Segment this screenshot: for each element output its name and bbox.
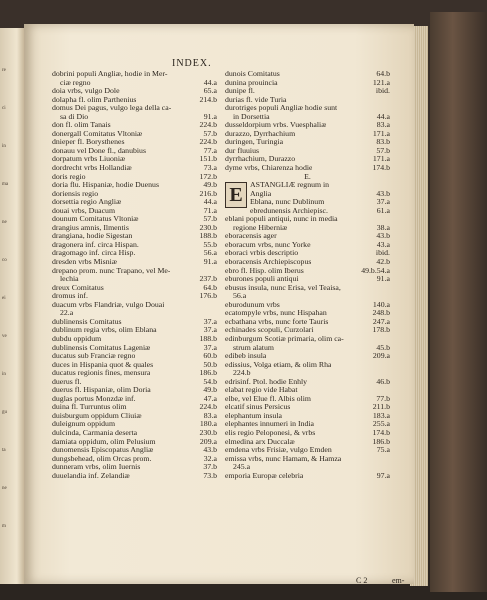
- index-page-ref: 186.b: [372, 436, 390, 446]
- index-entry: [52, 412, 217, 421]
- left-page-fragment: gu: [2, 410, 7, 415]
- index-entry: [52, 378, 217, 387]
- index-page-ref: 171.a: [372, 154, 390, 164]
- index-page-ref: 174.b: [372, 163, 390, 173]
- index-term: 22.a: [60, 309, 74, 318]
- index-term: eboracum vrbs, nunc Yorke: [225, 240, 311, 249]
- left-page-fragment: ne: [2, 486, 7, 491]
- index-term: eboraci vrbis descriptio: [225, 249, 299, 258]
- index-page-ref: 188.b: [199, 231, 217, 241]
- index-page-ref: 37.b: [203, 462, 217, 472]
- index-entry: [225, 403, 390, 412]
- index-page-ref: 65.a: [203, 86, 217, 96]
- index-term: elabat regio vide Habat: [225, 386, 298, 395]
- index-entry: [52, 198, 217, 207]
- index-term: duuelandia inf. Zelandiæ: [52, 471, 130, 480]
- index-term: edrisinf. Ptol. hodie Enhly: [225, 377, 308, 386]
- index-page-ref: 46.b: [376, 376, 390, 386]
- index-entry: [52, 267, 217, 276]
- index-entry: [52, 369, 217, 378]
- index-term: ASTANGLIÆ regnum in: [250, 181, 330, 190]
- index-page-ref: 49.b: [203, 180, 217, 190]
- index-page-ref: 32.a: [203, 453, 217, 463]
- index-page-ref: 77.b: [376, 393, 390, 403]
- index-entry: [225, 455, 390, 464]
- index-term: ebusus insula, nunc Erisa, vel Teaisa,: [225, 283, 341, 292]
- index-entry: [52, 446, 217, 455]
- index-page-ref: [387, 361, 390, 370]
- index-entry: [225, 215, 390, 224]
- index-term: edibeb insula: [225, 352, 267, 361]
- index-entry: [52, 232, 217, 241]
- index-entry: [52, 241, 217, 250]
- index-term: emporia Europæ celebria: [225, 471, 304, 480]
- index-page-ref: 121.a: [372, 77, 390, 87]
- index-entry: [225, 147, 390, 156]
- index-term: eboracensis ager: [225, 232, 277, 241]
- index-page-ref: 73.a: [203, 163, 217, 173]
- index-entry: [52, 301, 217, 310]
- index-page-ref: 44.a: [203, 77, 217, 87]
- index-term: ecatompyle vrbs, nunc Hispahan: [225, 309, 327, 318]
- index-term: doria flu. Hispaniæ, hodie Duenus: [52, 181, 159, 190]
- index-page-ref: 255.a: [372, 419, 390, 429]
- index-term: emdena vrbs Frisiæ, vulgo Emden: [225, 446, 332, 455]
- index-term: donauu vel Done fl., danubius: [52, 146, 146, 155]
- index-entry: [52, 79, 217, 88]
- index-page-ref: 43.a: [376, 239, 390, 249]
- index-entry: [225, 361, 390, 370]
- index-entry: [52, 386, 217, 395]
- index-page-ref: 97.a: [376, 470, 390, 480]
- index-page-ref: 55.b: [203, 239, 217, 249]
- index-entry: [52, 395, 217, 404]
- index-term: dur fluuius: [225, 146, 260, 155]
- index-page-ref: 37.a: [203, 342, 217, 352]
- index-term: elis regio Peloponesi, & vrbs: [225, 428, 316, 437]
- index-entry: [52, 173, 217, 182]
- index-term: dunipe fl.: [225, 87, 255, 96]
- index-entry: [52, 70, 217, 79]
- index-term: edinburgum Scotiæ primaria, olim ca-: [225, 334, 344, 343]
- index-entry: [52, 258, 217, 267]
- index-entry: [52, 164, 217, 173]
- left-page-fragment: in: [2, 372, 6, 377]
- index-entry: [225, 79, 390, 88]
- index-entry: [52, 352, 217, 361]
- index-page-ref: 57.b: [376, 145, 390, 155]
- index-page-ref: 230.b: [199, 222, 217, 232]
- index-entry: [225, 241, 390, 250]
- index-term: dragonera inf. circa Hispan.: [52, 240, 139, 249]
- index-page-ref: 43.b: [376, 231, 390, 241]
- index-page-ref: 42.b: [376, 257, 390, 267]
- index-term: strum alatum: [233, 343, 274, 352]
- index-term: sa di Dio: [60, 112, 89, 121]
- index-term: elephantum insula: [225, 411, 282, 420]
- index-page-ref: 211.b: [372, 402, 390, 412]
- index-entry: [225, 344, 390, 353]
- index-entry: [225, 378, 390, 387]
- index-entry: [225, 249, 390, 258]
- index-entry: [225, 87, 390, 96]
- index-term: dorsettia regio Angliæ: [52, 198, 122, 207]
- index-term: elcatif sinus Persicus: [225, 403, 291, 412]
- index-page-ref: 61.a: [376, 205, 390, 215]
- index-page-ref: 247.a: [372, 316, 390, 326]
- index-term: dunneram vrbs, olim Iuernis: [52, 463, 141, 472]
- index-page-ref: 209.a: [199, 436, 217, 446]
- index-page-ref: 180.a: [199, 419, 217, 429]
- index-entry: [225, 70, 390, 79]
- index-term: drangius amnis, Ilmentis: [52, 223, 129, 232]
- signature-mark: C 2: [356, 576, 368, 585]
- index-page-ref: 75.a: [376, 445, 390, 455]
- index-term: ciæ regno: [60, 78, 91, 87]
- index-term: dunois Comitatus: [225, 70, 280, 78]
- index-page-ref: [387, 284, 390, 293]
- index-entry: [52, 335, 217, 344]
- index-entry: [225, 284, 390, 293]
- index-entry: [225, 429, 390, 438]
- index-entry: [52, 429, 217, 438]
- index-term: duina fl. Turruntus olim: [52, 403, 127, 412]
- index-entry: [225, 232, 390, 241]
- index-page-ref: 71.a: [203, 205, 217, 215]
- index-page-ref: [387, 455, 390, 464]
- left-page-edge: [0, 28, 25, 584]
- index-page-ref: 224.b: [199, 137, 217, 147]
- index-entry: [225, 412, 390, 421]
- index-term: duleignum oppidum: [52, 420, 116, 429]
- index-entry: [225, 301, 390, 310]
- index-term: dromus inf.: [52, 292, 88, 301]
- index-term: 224.b: [233, 369, 251, 378]
- index-entry: [52, 181, 217, 190]
- index-entry: [225, 292, 390, 301]
- index-entry: [250, 207, 390, 216]
- index-term: dublinensis Comitatus: [52, 317, 122, 326]
- index-term: regione Hiberniæ: [233, 223, 288, 232]
- index-term: eblani populi antiqui, nunc in media: [225, 215, 338, 224]
- index-term: elephantes innumeri in India: [225, 420, 314, 429]
- index-term: elmedina arx Duccalæ: [225, 437, 295, 446]
- index-page-ref: 37.a: [376, 197, 390, 207]
- index-term: duringen, Turingia: [225, 138, 284, 147]
- index-entry: [52, 207, 217, 216]
- index-term: in Dorsettia: [233, 112, 270, 121]
- index-entry: [52, 275, 217, 284]
- index-term: duglas portus Monzdæ inf.: [52, 394, 136, 403]
- index-page-ref: 83.a: [376, 120, 390, 130]
- index-page-ref: 91.a: [376, 274, 390, 284]
- left-page-fragment: m: [2, 524, 6, 529]
- index-entry: [225, 335, 390, 344]
- index-page-ref: 178.b: [372, 325, 390, 335]
- left-page-fragment: ei: [2, 296, 6, 301]
- left-page-fragment: co: [2, 258, 7, 263]
- index-entry: [225, 96, 390, 105]
- index-term: durias fl. vide Turia: [225, 95, 287, 104]
- index-page-ref: 38.a: [376, 222, 390, 232]
- index-term: donergall Comitatus Vltoniæ: [52, 129, 143, 138]
- index-entry: [225, 463, 390, 472]
- index-column-left: [52, 70, 217, 480]
- lettered-block: [225, 181, 390, 215]
- index-entry: [52, 147, 217, 156]
- index-entry: [52, 155, 217, 164]
- index-term: douai vrbs, Duacum: [52, 206, 116, 215]
- index-entry: [52, 130, 217, 139]
- index-entry: [225, 138, 390, 147]
- index-term: duacum vrbs Flandriæ, vulgo Douai: [52, 300, 165, 309]
- index-term: duerus fl.: [52, 377, 82, 386]
- index-entry: [225, 224, 390, 233]
- left-page-fragment: ve: [2, 334, 7, 339]
- index-term: echinades scopuli, Curzolari: [225, 326, 314, 335]
- index-entry: [225, 267, 390, 276]
- index-page-ref: 54.b: [203, 376, 217, 386]
- index-term: dyrrhachium, Durazzo: [225, 155, 296, 164]
- index-entry: [52, 309, 217, 318]
- index-term: Eblana, nunc Dublinum: [250, 198, 325, 207]
- index-term: 56.a: [233, 292, 247, 301]
- running-title: INDEX.: [172, 58, 212, 69]
- index-page-ref: 77.a: [203, 145, 217, 155]
- index-page-ref: 172.b: [199, 171, 217, 181]
- index-page-ref: 37.a: [203, 325, 217, 335]
- index-term: duisburgum oppidum Cliuiæ: [52, 411, 142, 420]
- index-term: dresden vrbs Misniæ: [52, 258, 117, 267]
- index-entry: [225, 155, 390, 164]
- index-term: dreux Comitatus: [52, 283, 104, 292]
- index-entry: [225, 309, 390, 318]
- index-entry: [52, 224, 217, 233]
- index-entry: [52, 472, 217, 481]
- index-term: ducatus sub Franciæ regno: [52, 352, 136, 361]
- index-entry: [225, 438, 390, 447]
- index-term: dyme vrbs, Chiarenza hodie: [225, 164, 313, 173]
- index-page-ref: 151.b: [199, 154, 217, 164]
- index-term: ebro fl. Hisp. olim Iberus: [225, 266, 304, 275]
- index-term: dublinensis Comitatus Lageniæ: [52, 343, 151, 352]
- index-term: ebredunensis Archiepisc.: [250, 206, 328, 215]
- index-term: Anglia: [250, 189, 272, 198]
- index-page-ref: 83.b: [376, 137, 390, 147]
- index-term: dnieper fl. Borysthenes: [52, 138, 125, 147]
- index-term: doia vrbs, vulgo Dole: [52, 87, 120, 96]
- index-page-ref: 57.b: [203, 214, 217, 224]
- index-entry: [225, 446, 390, 455]
- index-term: dulcinda, Carmania deserta: [52, 428, 138, 437]
- index-entry: [52, 463, 217, 472]
- index-term: dordrecht vrbs Hollandiæ: [52, 164, 132, 173]
- index-page-ref: 230.b: [199, 427, 217, 437]
- index-page-ref: 237.b: [199, 274, 217, 284]
- index-page-ref: 224.b: [199, 402, 217, 412]
- index-page-ref: 49.b: [203, 385, 217, 395]
- index-entry: [225, 326, 390, 335]
- index-term: ecbathana vrbs, nunc forte Tauris: [225, 317, 329, 326]
- index-entry: [225, 395, 390, 404]
- index-entry: [52, 403, 217, 412]
- index-page-ref: 188.b: [199, 333, 217, 343]
- index-entry: [52, 87, 217, 96]
- index-entry: [225, 275, 390, 284]
- index-term: dunomensis Episcopatus Angliæ: [52, 446, 154, 455]
- index-entry: [225, 352, 390, 361]
- index-page-ref: 45.b: [376, 342, 390, 352]
- index-term: doris regio: [52, 172, 86, 181]
- index-page-ref: 56.a: [203, 248, 217, 258]
- index-entry: [225, 369, 390, 378]
- index-term: dounum Comitatus Vltoniæ: [52, 215, 139, 224]
- index-page-ref: 183.a: [372, 410, 390, 420]
- index-page-ref: [387, 96, 390, 105]
- index-term: durotriges populi Angliæ hodie sunt: [225, 104, 338, 113]
- index-term: dragomago inf. circa Hisp.: [52, 249, 136, 258]
- index-entry: [52, 326, 217, 335]
- index-term: ducatus regionis fines, mensura: [52, 369, 151, 378]
- book-binding: [430, 12, 487, 592]
- index-page-ref: 248.b: [372, 308, 390, 318]
- index-term: elbe, vel Elue fl. Albis olim: [225, 394, 311, 403]
- index-page-ref: 49.b.54.a: [361, 265, 390, 275]
- index-entry: [52, 96, 217, 105]
- index-page-ref: 73.b: [203, 470, 217, 480]
- index-term: drepano prom. nunc Trapano, vel Me-: [52, 266, 171, 275]
- index-entry: [52, 215, 217, 224]
- left-page-fragment: re: [2, 68, 6, 73]
- index-term: lechia: [60, 275, 79, 284]
- catchword: em-: [392, 576, 405, 585]
- index-page-ref: 171.a: [372, 128, 390, 138]
- index-entry: [52, 113, 217, 122]
- index-entry: [52, 455, 217, 464]
- index-page-ref: 64.b: [203, 282, 217, 292]
- index-entry: [250, 198, 390, 207]
- index-entry: [52, 138, 217, 147]
- index-entry: [225, 113, 390, 122]
- index-entry: [52, 420, 217, 429]
- index-term: domus Dei pagus, vulgo lega della ca-: [52, 104, 172, 113]
- section-letter: E.: [304, 171, 311, 181]
- index-entry: [225, 130, 390, 139]
- index-page-ref: 57.b: [203, 128, 217, 138]
- index-term: eburodunum vrbs: [225, 300, 280, 309]
- index-page-ref: 209.a: [372, 351, 390, 361]
- index-page-ref: 186.b: [199, 368, 217, 378]
- left-page-fragment: ta: [2, 448, 6, 453]
- index-page-ref: 140.a: [372, 299, 390, 309]
- index-page-ref: 91.a: [203, 111, 217, 121]
- left-page-fragment: ne: [2, 220, 7, 225]
- index-page-ref: 83.a: [203, 410, 217, 420]
- index-page-ref: 37.a: [203, 316, 217, 326]
- index-entry: [225, 104, 390, 113]
- index-term: duces in Hispania quot & quales: [52, 360, 154, 369]
- index-term: damiata oppidum, olim Pelusium: [52, 437, 156, 446]
- index-term: don fl. olim Tanais: [52, 121, 111, 130]
- index-term: dungsbehead, olim Orcas prom.: [52, 454, 152, 463]
- index-page-ref: 174.b: [372, 427, 390, 437]
- index-term: dubdu oppidum: [52, 334, 102, 343]
- index-entry: [225, 420, 390, 429]
- index-page-ref: 216.b: [199, 188, 217, 198]
- index-term: dunina prouincia: [225, 78, 278, 87]
- index-entry: [225, 472, 390, 481]
- index-entry: [52, 249, 217, 258]
- index-entry: [52, 121, 217, 130]
- index-entry: [225, 386, 390, 395]
- index-entry: [250, 190, 390, 199]
- index-page-ref: 64.b: [376, 69, 390, 78]
- index-page-ref: 50.b: [203, 359, 217, 369]
- index-term: eburones populi antiqui: [225, 275, 299, 284]
- index-page-ref: 224.b: [199, 120, 217, 130]
- index-page-ref: 47.a: [203, 393, 217, 403]
- index-term: doriensis regio: [52, 189, 99, 198]
- index-page-ref: 44.a: [376, 111, 390, 121]
- index-term: durazzo, Dyrrhachium: [225, 129, 296, 138]
- index-entry: [52, 190, 217, 199]
- index-entry: [52, 284, 217, 293]
- index-page-ref: ibid.: [375, 248, 390, 258]
- index-entry: [225, 121, 390, 130]
- index-page-ref: 43.b: [203, 445, 217, 455]
- index-term: dobrini populi Angliæ, hodie in Mer-: [52, 70, 168, 78]
- index-page-ref: 214.b: [199, 94, 217, 104]
- index-entry: [52, 292, 217, 301]
- index-page-ref: 44.a: [203, 197, 217, 207]
- index-entry: [52, 344, 217, 353]
- index-term: dolapha fl. olim Parthenius: [52, 95, 137, 104]
- index-page-ref: 91.a: [203, 257, 217, 267]
- index-page-ref: [214, 301, 217, 310]
- index-entry: [52, 104, 217, 113]
- index-entry: [52, 438, 217, 447]
- index-term: dusseldorpium vrbs. Vuesphaliæ: [225, 121, 327, 130]
- index-term: dublinum regia vrbs, olim Eblana: [52, 326, 157, 335]
- index-entry: [225, 318, 390, 327]
- index-page-ref: 60.b: [203, 351, 217, 361]
- index-entry: [52, 361, 217, 370]
- left-page-fragment: ma: [2, 182, 9, 187]
- index-term: drangiana, hodie Sigestan: [52, 232, 133, 241]
- index-entry: [250, 181, 390, 190]
- index-page-ref: 176.b: [199, 291, 217, 301]
- index-column-right: [225, 70, 390, 480]
- index-term: duerus fl. Hispaniæ, olim Doria: [52, 386, 151, 395]
- index-term: edissius, Volga etiam, & olim Rha: [225, 360, 332, 369]
- left-page-fragment: in: [2, 144, 6, 149]
- index-entry: [52, 318, 217, 327]
- drop-cap: E: [225, 182, 247, 208]
- index-page-ref: 43.b: [376, 188, 390, 198]
- index-term: eboracensis Archiepiscopus: [225, 258, 312, 267]
- index-term: 245.a: [233, 463, 251, 472]
- index-term: dorpatum vrbs Liuoniæ: [52, 155, 126, 164]
- left-page-fragment: ci: [2, 106, 6, 111]
- index-page-ref: ibid.: [375, 86, 390, 96]
- index-term: emissa vrbs, nunc Hamam, & Hamza: [225, 454, 342, 463]
